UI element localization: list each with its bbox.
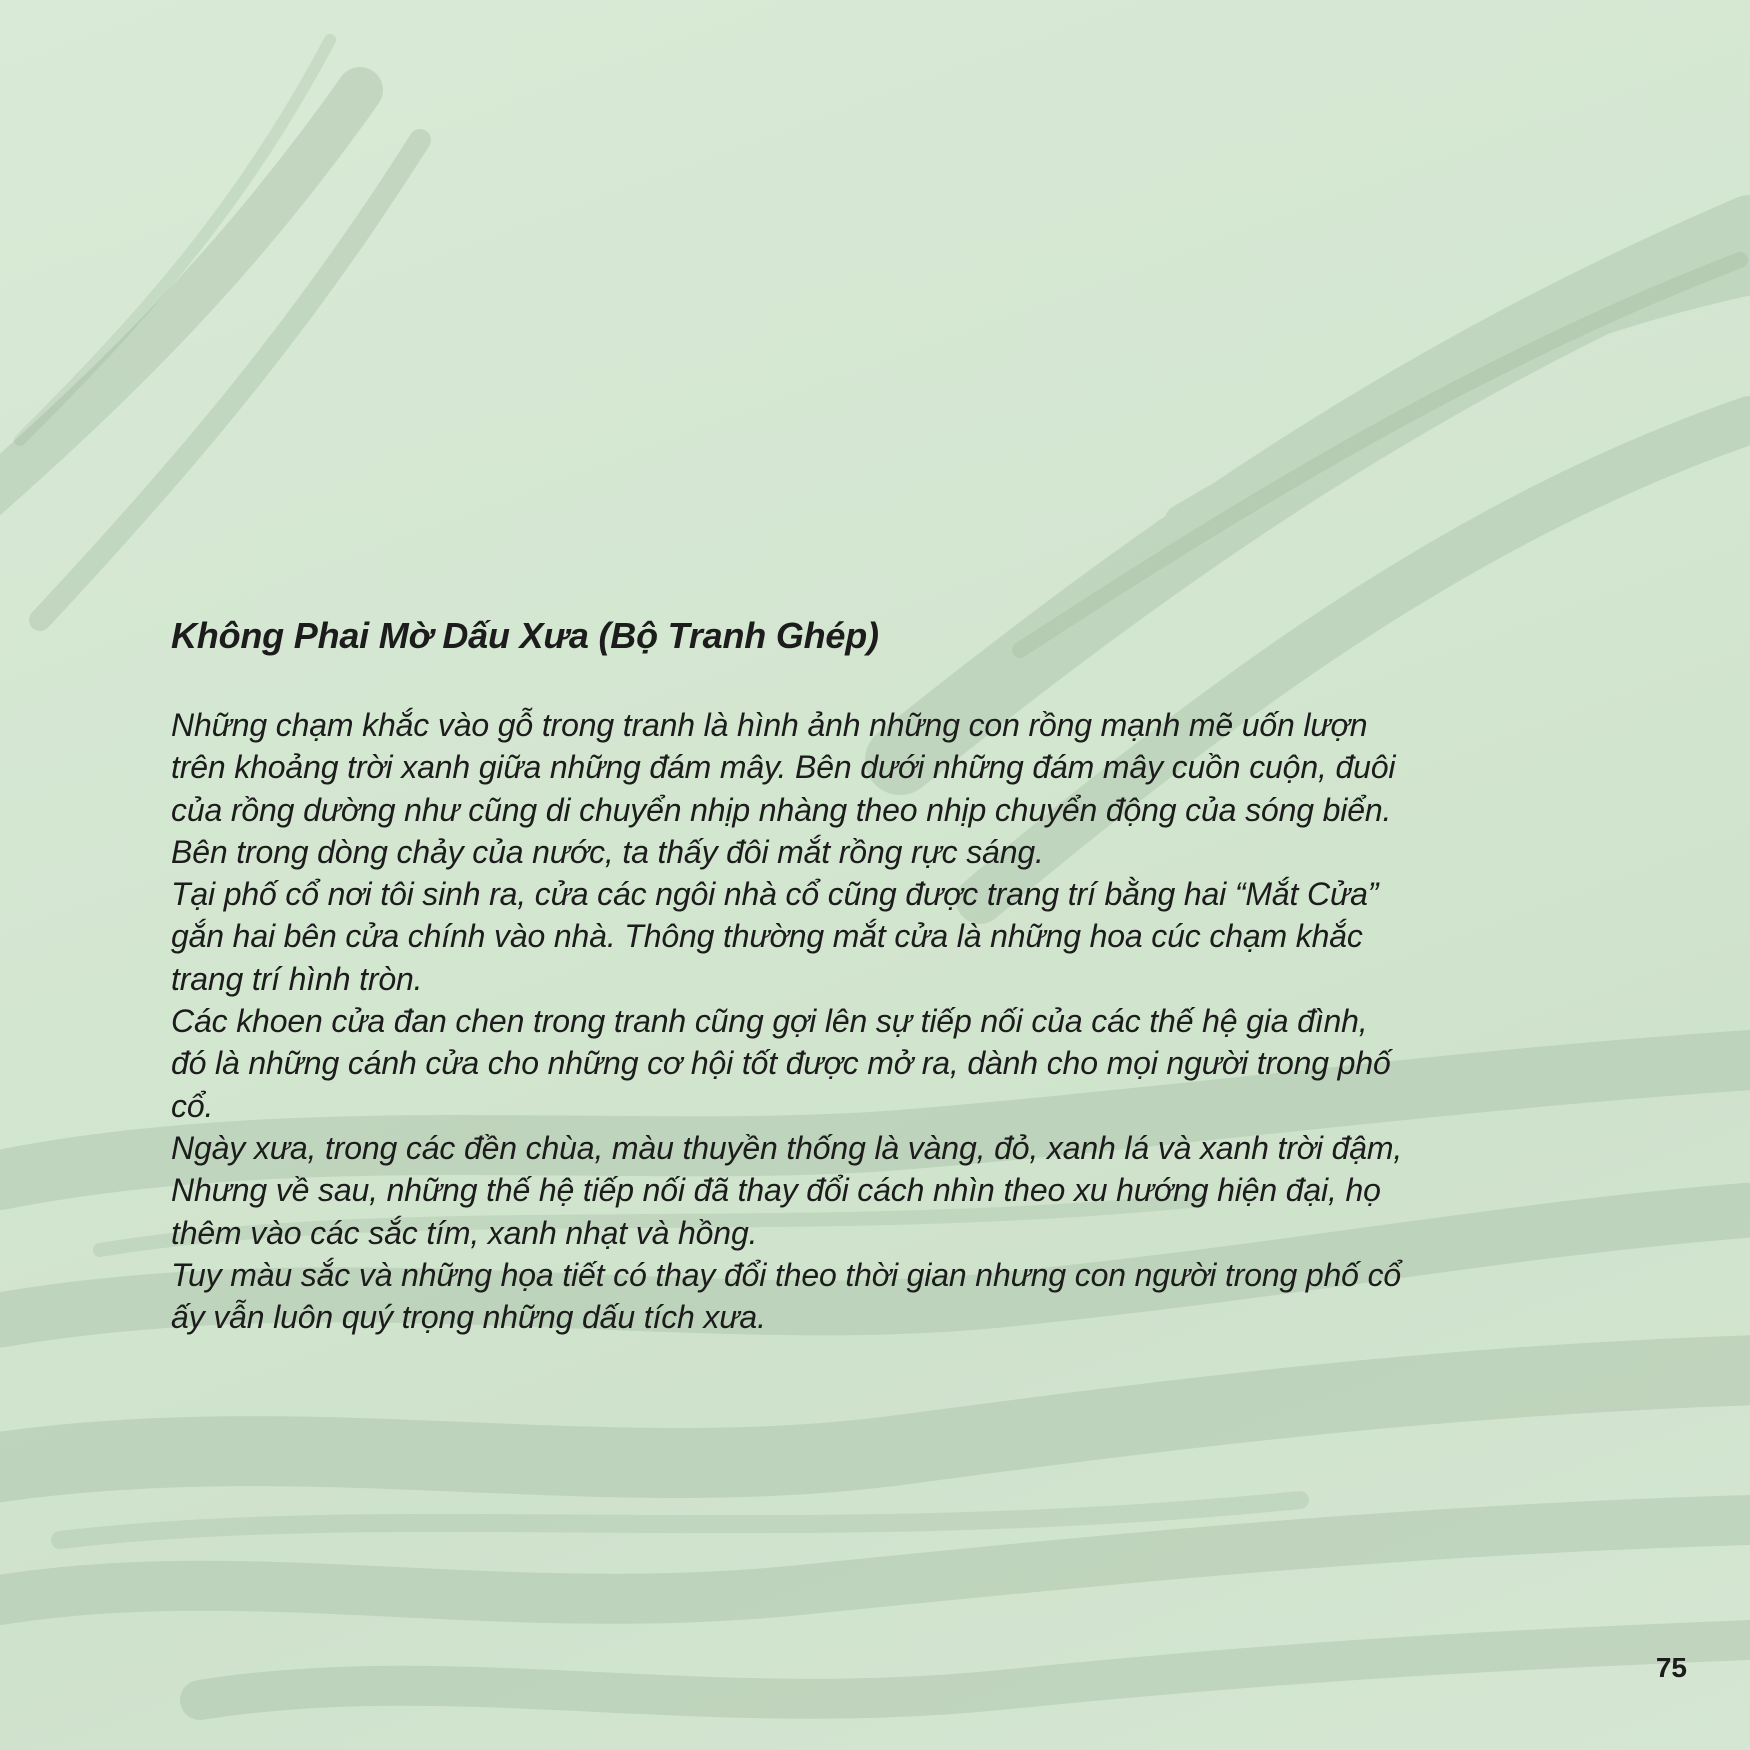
brush-stroke xyxy=(20,40,330,440)
article-title: Không Phai Mờ Dấu Xưa (Bộ Tranh Ghép) xyxy=(171,615,879,656)
article-line: Tuy màu sắc và những họa tiết có thay đổi theo thời gian nhưng con người trong phố cổ xyxy=(171,1256,1402,1293)
article-line: Những chạm khắc vào gỗ trong tranh là hình ảnh những con rồng mạnh mẽ uốn lượn xyxy=(171,707,1368,743)
article-line: đó là những cánh cửa cho những cơ hội tốt được mở ra, dành cho mọi người trong phố xyxy=(171,1045,1391,1082)
article-line: trên khoảng trời xanh giữa những đám mây. Bên dưới những đám mây cuồn cuộn, đuôi xyxy=(171,749,1396,786)
article-line: gắn hai bên cửa chính vào nhà. Thông thường mắt cửa là những hoa cúc chạm khắc xyxy=(171,918,1363,955)
brush-stroke xyxy=(60,1500,1300,1540)
article-line: trang trí hình tròn. xyxy=(171,960,423,997)
article-line: ấy vẫn luôn quý trọng những dấu tích xưa. xyxy=(171,1299,766,1336)
article-line: của rồng dường như cũng di chuyển nhịp nhàng theo nhịp chuyển động của sóng biển. xyxy=(171,791,1392,828)
page-number: 75 xyxy=(1655,1652,1687,1683)
article-line: Ngày xưa, trong các đền chùa, màu thuyền thống là vàng, đỏ, xanh lá và xanh trời đậm, xyxy=(171,1129,1403,1166)
article-line: Bên trong dòng chảy của nước, ta thấy đôi mắt rồng rực sáng. xyxy=(171,833,1044,870)
brush-stroke xyxy=(200,1640,1750,1700)
article-body xyxy=(171,704,1591,1338)
article-line: Nhưng về sau, những thế hệ tiếp nối đã thay đổi cách nhìn theo xu hướng hiện đại, họ xyxy=(171,1172,1381,1209)
brush-stroke xyxy=(0,1370,1750,1470)
article-line: Các khoen cửa đan chen trong tranh cũng gợi lên sự tiếp nối của các thế hệ gia đình, xyxy=(171,1003,1368,1040)
article-line: cổ. xyxy=(171,1087,214,1124)
article-line: Tại phố cổ nơi tôi sinh ra, cửa các ngôi nhà cổ cũng được trang trí bằng hai “Mắt Cửa” xyxy=(171,876,1379,913)
article xyxy=(171,612,1591,1338)
article-line: thêm vào các sắc tím, xanh nhạt và hồng. xyxy=(171,1214,758,1251)
